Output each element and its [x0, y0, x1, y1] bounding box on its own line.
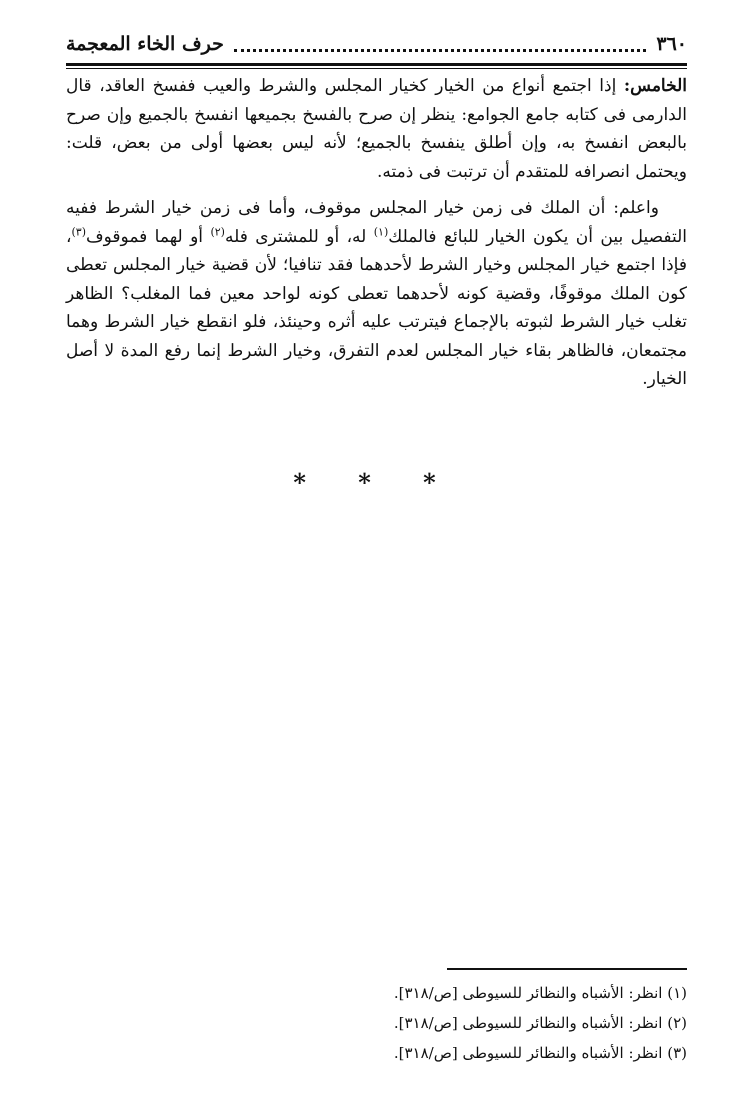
paragraph-fifth [66, 72, 687, 186]
footnote-ref-1[interactable]: (١) [373, 224, 389, 238]
running-head [66, 30, 687, 58]
header-rule-thick [66, 63, 687, 66]
paragraph-know [66, 194, 687, 394]
running-title: حرف الخاء المعجمة [66, 33, 224, 55]
paragraph-lead-word: الخامس: [623, 76, 687, 96]
paragraph-text: إذا اجتمع أنواع من الخيار كخيار المجلس والشرط والعيب ففسخ العاقد، قال الدارمى فى كتابه جامع الجوامع: ينظر إن صرح بالفسخ بجميعها انفسخ بالجميع وإن صرح بالبعض انفسخ به، وإن أطلق ينفسخ بالجميع؛ لأنه ليس بعضها أولى من بعض، قلت: ويحتمل انصرافه للمتقدم أن ترتبت فى ذمته. [66, 76, 687, 182]
footnote-ref-3[interactable]: (٣) [71, 224, 87, 238]
paragraph-text-part: أو لهما فموقوف [86, 226, 211, 247]
body-text [66, 72, 687, 402]
leader-dots [234, 37, 647, 52]
section-separator-stars: * * * [293, 468, 458, 497]
footnote-1: (١) انظر: الأشباه والنظائر للسيوطى [ص/٣١٨]. [393, 984, 687, 1002]
paragraph-text-part: واعلم: أن الملك فى زمن خيار المجلس موقوف، وأما فى زمن خيار الشرط ففيه التفصيل بين أن يكون الخيار للبائع فالملك [66, 198, 687, 247]
page-number: ٣٦٠ [656, 33, 687, 55]
paragraph-text-part: له، أو للمشترى فله [224, 226, 374, 247]
header-rule-thin [66, 68, 687, 69]
footnote-2: (٢) انظر: الأشباه والنظائر للسيوطى [ص/٣١٨]. [393, 1014, 687, 1032]
footnote-ref-2[interactable]: (٢) [210, 224, 225, 238]
footnote-3: (٣) انظر: الأشباه والنظائر للسيوطى [ص/٣١٨]. [393, 1044, 687, 1062]
footnote-rule [447, 968, 687, 970]
footnotes [66, 978, 687, 1068]
paragraph-text-part: ، فإذا اجتمع خيار المجلس وخيار الشرط لأحدهما فقد تنافيا؛ لأن قضية خيار المجلس تعطى كون الملك موقوفًا، وقضية كونه لأحدهما تعطى كونه لواحد معين فما المغلب؟ الظاهر تغلب خيار الشرط لثبوته بالإجماع فيترتب عليه أثره وحينئذ، فلو انقطع خيار الشرط وهما مجتمعان، فالظاهر بقاء خيار المجلس لعدم التفرق، وخيار الشرط إنما رفع المدة لا أصل الخيار. [66, 226, 687, 389]
